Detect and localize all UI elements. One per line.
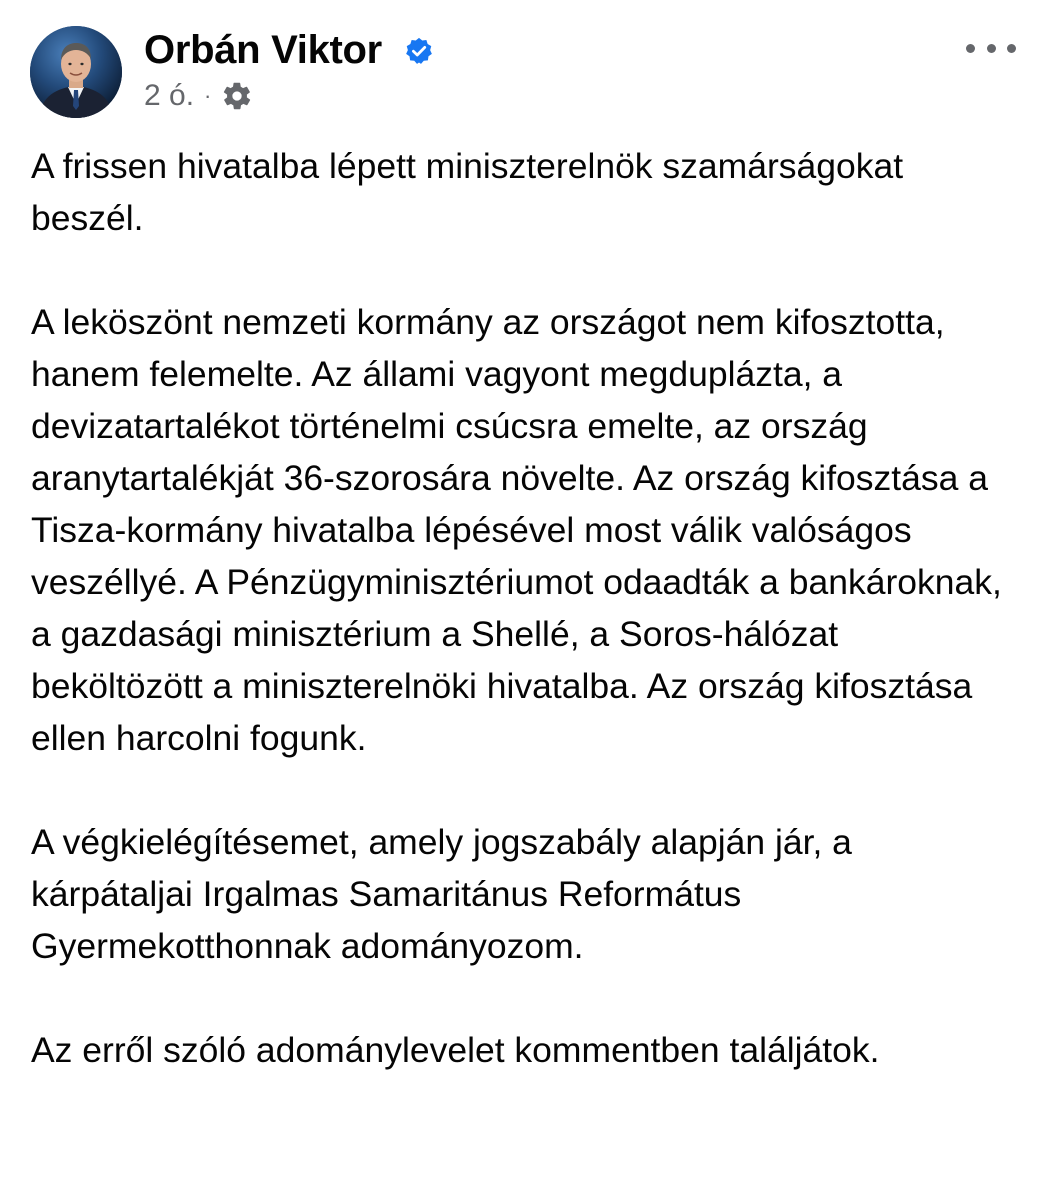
more-options-button[interactable] — [966, 34, 1016, 62]
post-meta — [144, 78, 253, 114]
post-paragraph: Az erről szóló adománylevelet kommentben találjátok. — [31, 1030, 880, 1070]
post-paragraph: A végkielégítésemet, amely jogszabály alapján jár, a kárpátaljai Irgalmas Samaritánus Református Gyermekotthonnak adományozom. — [31, 822, 852, 966]
more-options-icon — [966, 44, 975, 53]
avatar[interactable] — [30, 26, 122, 118]
gear-icon[interactable] — [221, 80, 253, 112]
author-name[interactable]: Orbán Viktor — [144, 28, 382, 72]
post-timestamp[interactable]: 2 ó. — [144, 79, 195, 112]
more-options-icon — [987, 44, 996, 53]
verified-badge-icon — [404, 36, 434, 66]
avatar-photo-icon — [30, 26, 122, 118]
more-options-icon — [1007, 44, 1016, 53]
post-paragraph: A frissen hivatalba lépett miniszterelnök szamárságokat beszél. — [31, 146, 904, 238]
post-paragraph: A leköszönt nemzeti kormány az országot nem kifosztotta, hanem felemelte. Az állami vagyont megduplázta, a devizatartalékot történelmi csúcsra emelte, az ország aranytartalékját 36-szorosára növelte. Az ország kifosztása a Tisza-kormány hivatalba lépésével most válik valóságos veszéllyé. A Pénzügyminisztériumot odaadták a bankároknak, a gazdasági minisztérium a Shellé, a Soros-hálózat beköltözött a miniszterelnöki hivatalba. Az ország kifosztása ellen harcolni fogunk. — [31, 302, 1002, 758]
post-body — [31, 140, 1016, 1076]
meta-separator: · — [204, 83, 212, 108]
